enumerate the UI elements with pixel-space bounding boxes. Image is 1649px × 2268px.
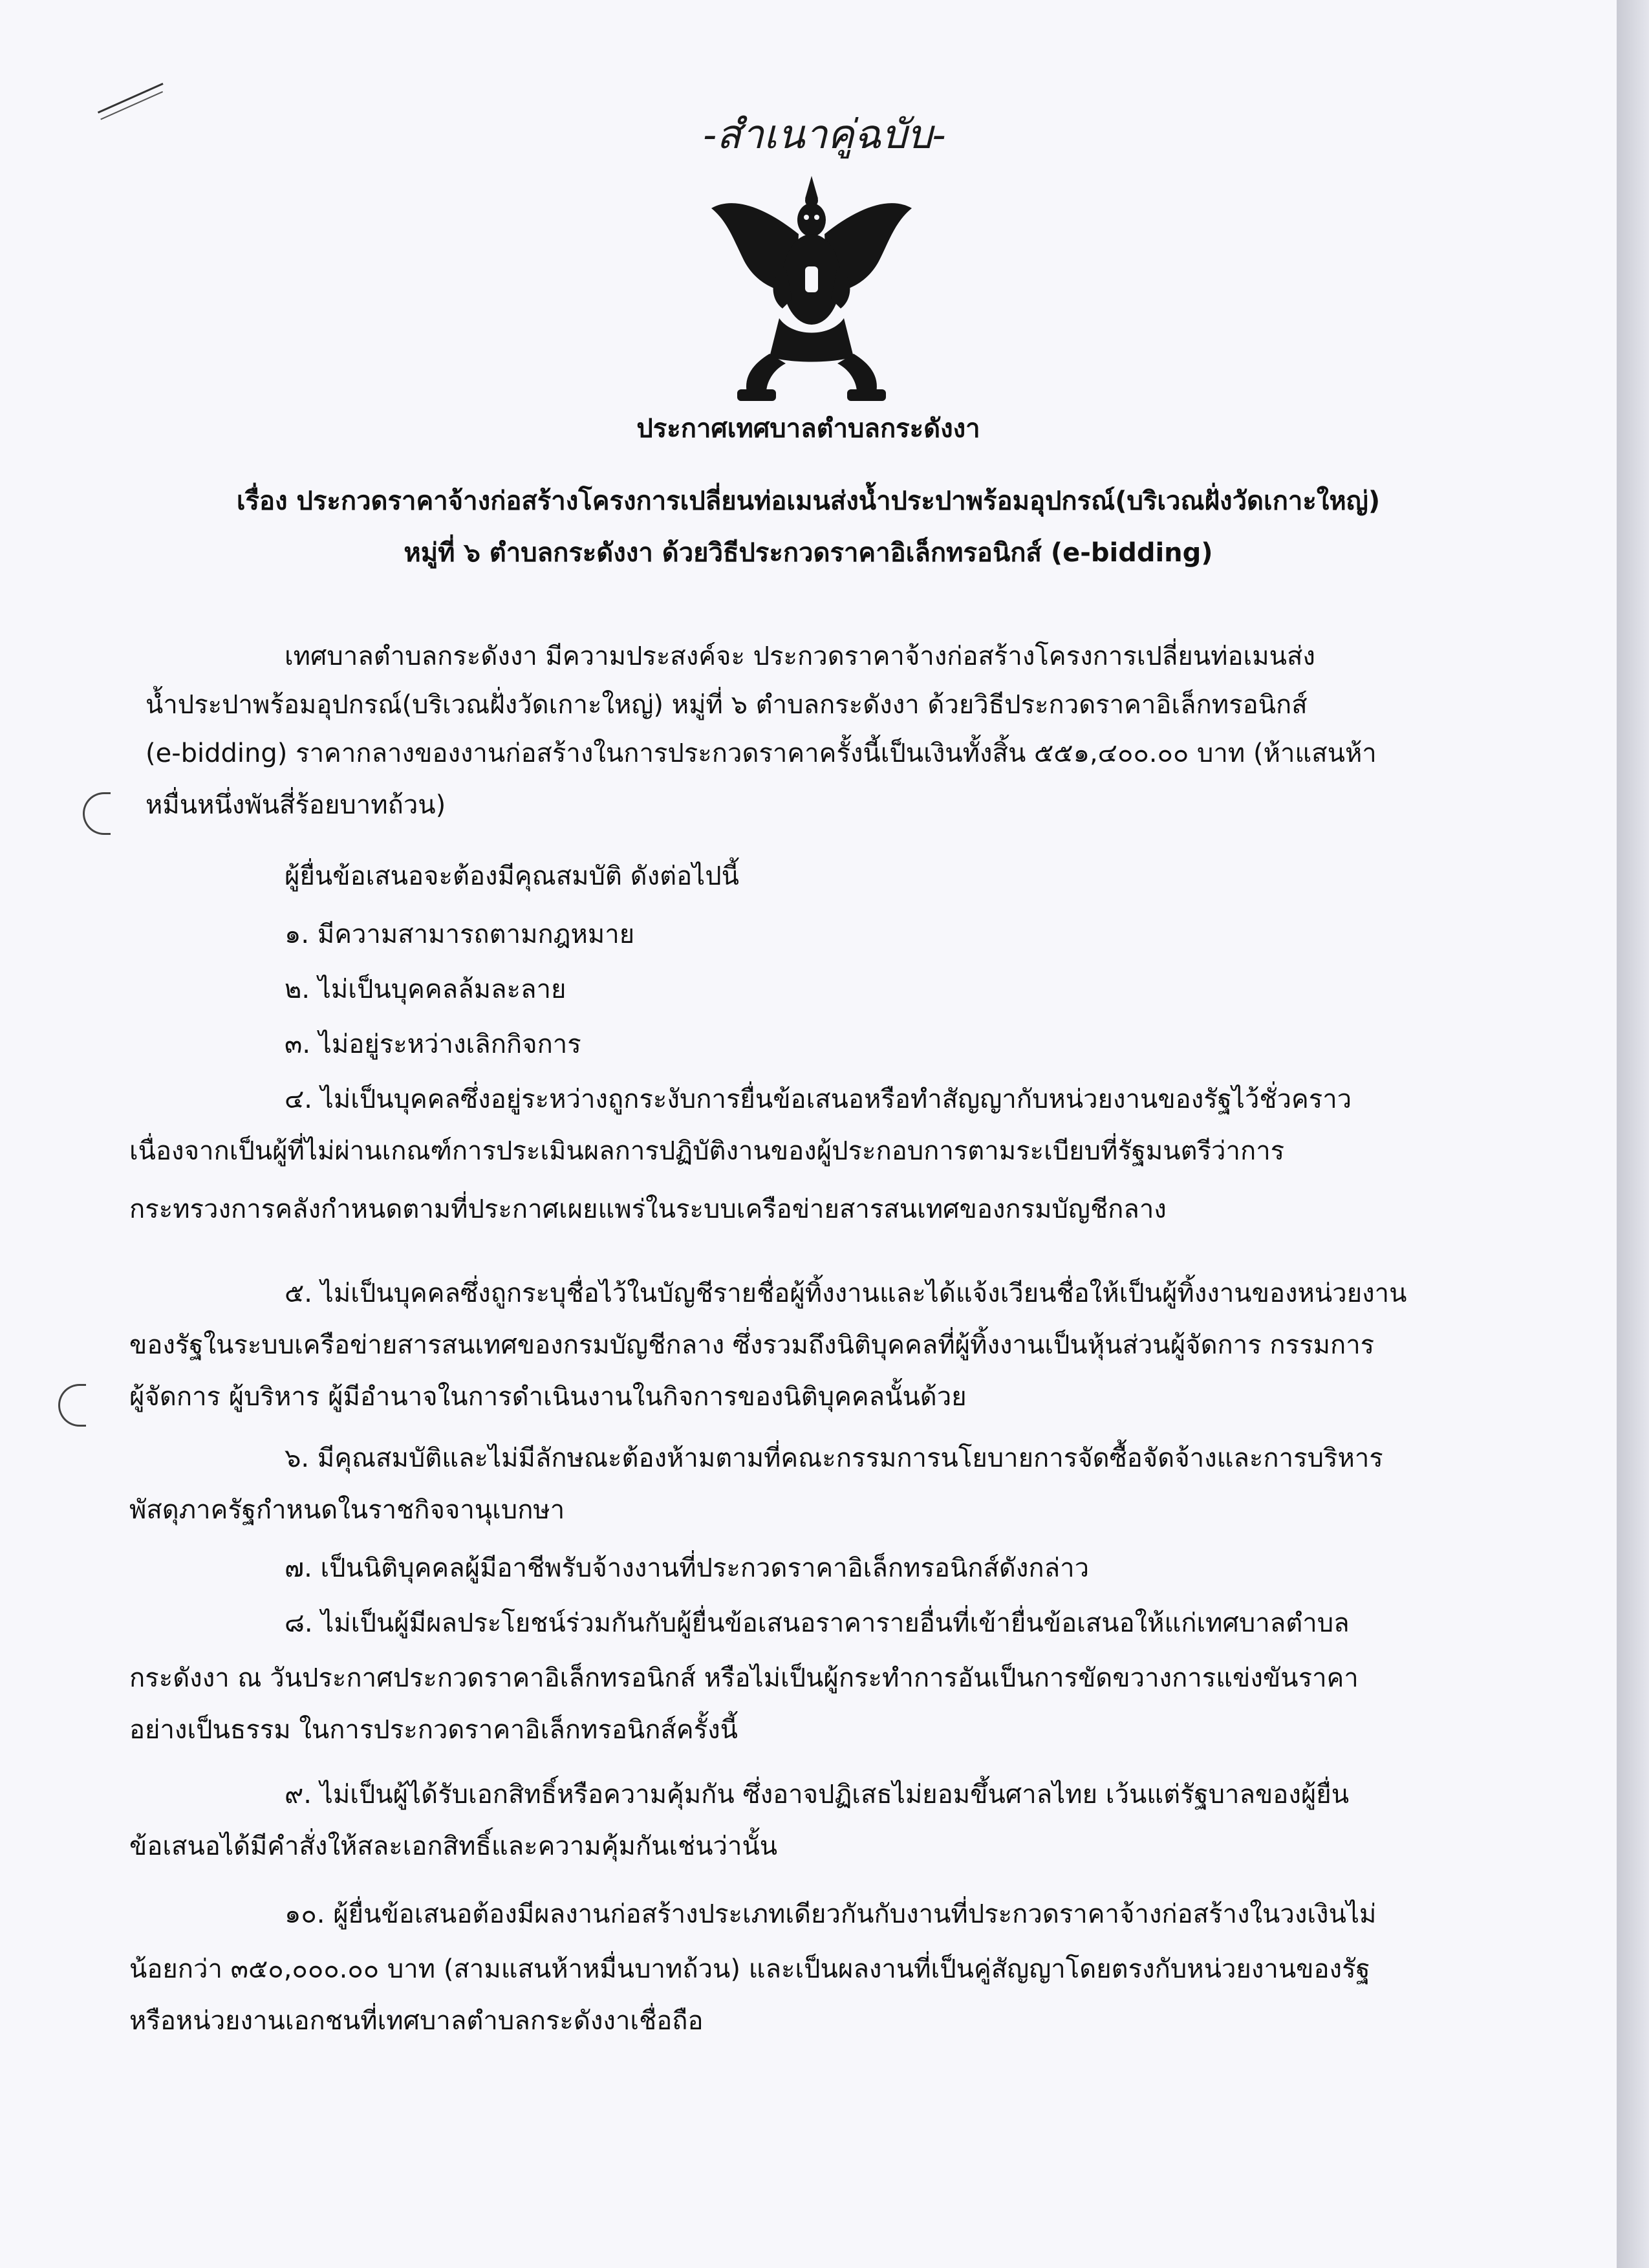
qualification-item-10-line-1: ๑๐. ผู้ยื่นข้อเสนอต้องมีผลงานก่อสร้างประเภทเดียวกันกับงานที่ประกวดราคาจ้างก่อสร้างในวงเงินไม่	[285, 1899, 1377, 1929]
scan-page-edge	[1617, 0, 1649, 2268]
pen-mark	[98, 83, 165, 117]
qualification-item-8-line-3: อย่างเป็นธรรม ในการประกวดราคาอิเล็กทรอนิกส์ครั้งนี้	[129, 1715, 738, 1745]
qualification-item-3: ๓. ไม่อยู่ระหว่างเลิกกิจการ	[285, 1030, 581, 1059]
intro-line-3: (e-bidding) ราคากลางของงานก่อสร้างในการประกวดราคาครั้งนี้เป็นเงินทั้งสิ้น ๕๕๑,๔๐๐.๐๐ บาท (ห้าแสนห้า	[146, 739, 1377, 768]
qualification-item-9-line-1: ๙. ไม่เป็นผู้ได้รับเอกสิทธิ์หรือความคุ้มกัน ซึ่งอาจปฏิเสธไม่ยอมขึ้นศาลไทย เว้นแต่รัฐบาลของผู้ยื่น	[285, 1780, 1350, 1809]
qualification-intro: ผู้ยื่นข้อเสนอจะต้องมีคุณสมบัติ ดังต่อไปนี้	[285, 861, 739, 891]
qualification-item-5-line-3: ผู้จัดการ ผู้บริหาร ผู้มีอำนาจในการดำเนินงานในกิจการของนิติบุคคลนั้นด้วย	[129, 1382, 967, 1412]
handwritten-copy-stamp: -สำเนาคู่ฉบับ-	[703, 111, 946, 158]
garuda-emblem-icon	[708, 169, 915, 409]
qualification-item-9-line-2: ข้อเสนอได้มีคำสั่งให้สละเอกสิทธิ์และความคุ้มกันเช่นว่านั้น	[129, 1831, 778, 1861]
intro-line-2: น้ำประปาพร้อมอุปกรณ์(บริเวณฝั่งวัดเกาะใหญ่) หมู่ที่ ๖ ตำบลกระดังงา ด้วยวิธีประกวดราคาอิเล็กทรอนิกส์	[146, 690, 1308, 720]
punch-hole-mark	[83, 792, 111, 835]
qualification-item-7: ๗. เป็นนิติบุคคลผู้มีอาชีพรับจ้างงานที่ประกวดราคาอิเล็กทรอนิกส์ดังกล่าว	[285, 1553, 1090, 1583]
announcement-org-title: ประกาศเทศบาลตำบลกระดังงา	[636, 414, 980, 444]
announcement-subject-line-1: เรื่อง ประกวดราคาจ้างก่อสร้างโครงการเปลี่ยนท่อเมนส่งน้ำประปาพร้อมอุปกรณ์(บริเวณฝั่งวัดเกาะใหญ่)	[236, 486, 1381, 516]
announcement-subject-line-2: หมู่ที่ ๖ ตำบลกระดังงา ด้วยวิธีประกวดราคาอิเล็กทรอนิกส์ (e-bidding)	[404, 538, 1213, 568]
qualification-item-8-line-2: กระดังงา ณ วันประกาศประกวดราคาอิเล็กทรอนิกส์ หรือไม่เป็นผู้กระทำการอันเป็นการขัดขวางการแข่งขันราคา	[129, 1663, 1359, 1693]
qualification-item-4-line-3: กระทรวงการคลังกำหนดตามที่ประกาศเผยแพร่ในระบบเครือข่ายสารสนเทศของกรมบัญชีกลาง	[129, 1194, 1167, 1224]
qualification-item-4-line-2: เนื่องจากเป็นผู้ที่ไม่ผ่านเกณฑ์การประเมินผลการปฏิบัติงานของผู้ประกอบการตามระเบียบที่รัฐมนตรีว่าการ	[129, 1136, 1285, 1166]
qualification-item-4-line-1: ๔. ไม่เป็นบุคคลซึ่งอยู่ระหว่างถูกระงับการยื่นข้อเสนอหรือทำสัญญากับหน่วยงานของรัฐไว้ชั่วคราว	[285, 1085, 1352, 1114]
qualification-item-6-line-2: พัสดุภาครัฐกำหนดในราชกิจจานุเบกษา	[129, 1495, 565, 1525]
punch-hole-mark	[58, 1384, 86, 1427]
qualification-item-10-line-2: น้อยกว่า ๓๕๐,๐๐๐.๐๐ บาท (สามแสนห้าหมื่นบาทถ้วน) และเป็นผลงานที่เป็นคู่สัญญาโดยตรงกับหน่วยงานของรัฐ	[129, 1954, 1370, 1984]
intro-line-1: เทศบาลตำบลกระดังงา มีความประสงค์จะ ประกวดราคาจ้างก่อสร้างโครงการเปลี่ยนท่อเมนส่ง	[285, 642, 1315, 671]
qualification-item-6-line-1: ๖. มีคุณสมบัติและไม่มีลักษณะต้องห้ามตามที่คณะกรรมการนโยบายการจัดซื้อจัดจ้างและการบริหาร	[285, 1443, 1383, 1473]
qualification-item-5-line-1: ๕. ไม่เป็นบุคคลซึ่งถูกระบุชื่อไว้ในบัญชีรายชื่อผู้ทิ้งงานและได้แจ้งเวียนชื่อให้เป็นผู้ทิ้งงานของหน่วยงาน	[285, 1279, 1407, 1308]
intro-line-4: หมื่นหนึ่งพันสี่ร้อยบาทถ้วน)	[146, 790, 446, 820]
qualification-item-1: ๑. มีความสามารถตามกฎหมาย	[285, 920, 635, 949]
qualification-item-10-line-3: หรือหน่วยงานเอกชนที่เทศบาลตำบลกระดังงาเชื่อถือ	[129, 2006, 704, 2036]
qualification-item-8-line-1: ๘. ไม่เป็นผู้มีผลประโยชน์ร่วมกันกับผู้ยื่นข้อเสนอราคารายอื่นที่เข้ายื่นข้อเสนอให้แก่เทศบาลตำบล	[285, 1608, 1350, 1638]
qualification-item-2: ๒. ไม่เป็นบุคคลล้มละลาย	[285, 975, 566, 1004]
qualification-item-5-line-2: ของรัฐในระบบเครือข่ายสารสนเทศของกรมบัญชีกลาง ซึ่งรวมถึงนิติบุคคลที่ผู้ทิ้งงานเป็นหุ้นส่วนผู้จัดการ กรรมการ	[129, 1330, 1375, 1360]
